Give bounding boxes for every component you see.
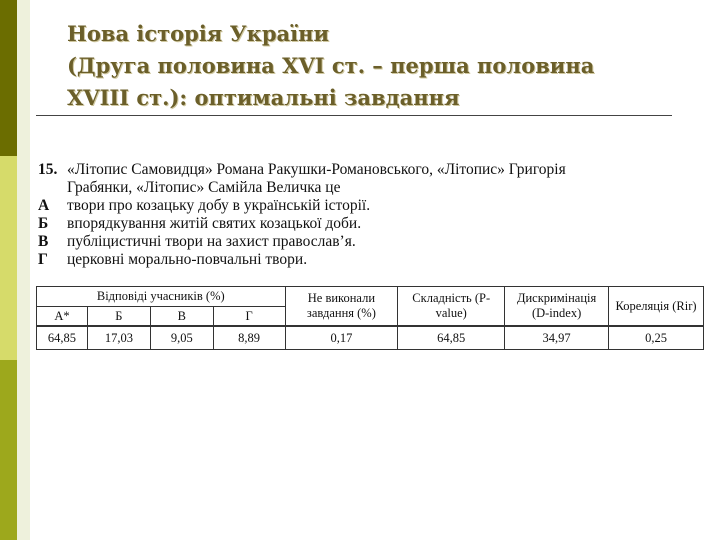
option-text: публіцистичні твори на захист православ’я. [67, 233, 356, 250]
option-letter: Г [38, 251, 48, 268]
decor-stripe-dark [0, 0, 17, 156]
decor-stripe-olive [0, 360, 17, 540]
option-text: церковні морально-повчальні твори. [67, 251, 308, 268]
value-g: 8,89 [213, 326, 285, 350]
title-line-2: (Друга половина XVI ст. – перша половина [67, 53, 595, 78]
slide-title [67, 18, 687, 114]
statistics-table [36, 286, 704, 350]
option-b [38, 215, 714, 233]
difficulty-header: Складність (P-value) [398, 287, 505, 327]
title-line-1: Нова історія України [67, 21, 330, 46]
answers-header: Відповіді учасників (%) [37, 287, 286, 307]
correlation-header: Кореляція (Rir) [609, 287, 704, 327]
title-divider [36, 115, 672, 116]
title-line-3: XVIII ст.): оптимальні завдання [67, 85, 460, 110]
answer-letter-header: В [150, 307, 213, 327]
question-line-2: Грабянки, «Літопис» Самійла Величка це [67, 179, 341, 196]
option-letter: А [38, 197, 50, 214]
question-number: 15. [38, 161, 58, 178]
option-text: впорядкування житій святих козацької доби. [67, 215, 362, 232]
answer-letter-header: А* [37, 307, 88, 327]
value-not-done: 0,17 [285, 326, 398, 350]
value-v: 9,05 [150, 326, 213, 350]
option-letter: В [38, 233, 49, 250]
value-correlation: 0,25 [609, 326, 704, 350]
option-letter: Б [38, 215, 49, 232]
discrimination-header: Дискримінація (D-index) [505, 287, 609, 327]
answer-letter-header: Г [213, 307, 285, 327]
value-discrimination: 34,97 [505, 326, 609, 350]
question-text-1: «Літопис Самовидця» Романа Ракушки-Романовського, «Літопис» Григорія [67, 161, 566, 178]
option-text: твори про козацьку добу в українській історії. [67, 197, 371, 214]
value-b: 17,03 [87, 326, 150, 350]
not-done-header: Не виконали завдання (%) [285, 287, 398, 327]
option-a [38, 197, 714, 215]
value-a: 64,85 [37, 326, 88, 350]
answer-letter-header: Б [87, 307, 150, 327]
question-line-1 [38, 161, 714, 179]
decor-stripe-light [0, 156, 17, 360]
decor-stripe-pale [17, 0, 30, 540]
value-difficulty: 64,85 [398, 326, 505, 350]
option-g [38, 251, 714, 269]
question-block [38, 161, 714, 269]
option-v [38, 233, 714, 251]
